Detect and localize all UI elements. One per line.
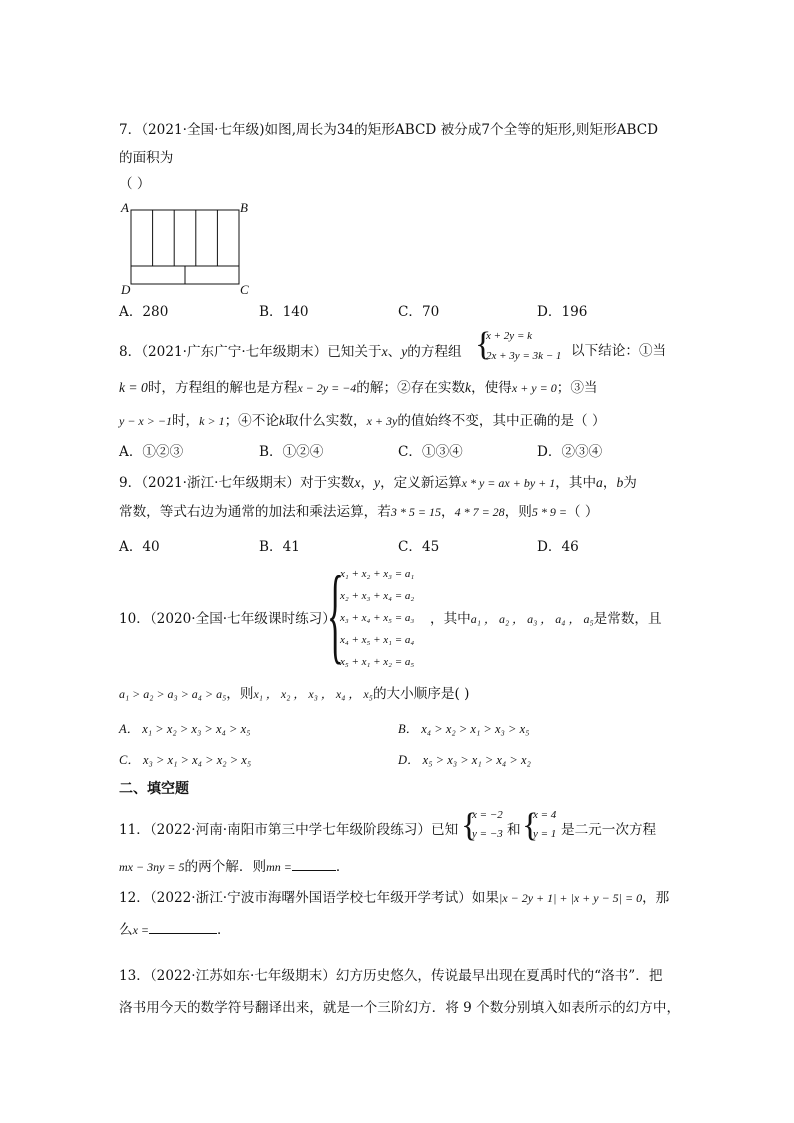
q10-eq4: x₄ + x₅ + x₁ = a₄ xyxy=(340,634,415,646)
q8-l3h: 的值始终不变，其中正确的是（ ） xyxy=(397,413,606,429)
q11-and: 和 xyxy=(507,822,521,838)
q8-l2g: x + y = 0 xyxy=(511,381,557,395)
q8-l2b: 时，方程组的解也是方程 xyxy=(147,380,298,396)
q12-l2b: x = xyxy=(132,923,150,937)
section-heading-fill-in: 二、填空题 xyxy=(119,781,189,797)
label-c: C xyxy=(240,282,249,297)
q8-var-x: x xyxy=(381,344,388,359)
q11-sys2-eq1: x = 4 xyxy=(533,809,557,821)
q10-line2 xyxy=(119,686,469,703)
q10-suffix-a: ，其中 xyxy=(430,611,471,627)
q10-eq5: x₅ + x₁ + x₂ = a₅ xyxy=(340,656,415,668)
q8-line1 xyxy=(119,343,462,361)
q9-l1c: ， xyxy=(360,475,375,491)
q10-prefix: 10．（2020·全国·七年级课时练习） xyxy=(119,611,336,627)
q10-system-brace: { xyxy=(327,555,344,674)
q9-l2e: ，则 xyxy=(504,504,532,520)
q9-l2c: ， xyxy=(440,504,455,520)
q8-line3 xyxy=(119,412,606,430)
q10-l2c: x₁ ， x₂ ， x₃ ， x₄ ， x₅ xyxy=(253,687,373,701)
q8-l3e: k xyxy=(278,413,285,428)
q8-l3g: x + 3y xyxy=(366,414,398,428)
q10-suffix-b: a₁ ， a₂ ， a₃ ， a₄ ， a₅ xyxy=(470,612,594,626)
q11-l2d: ． xyxy=(335,859,350,875)
q12-l1c: ，那 xyxy=(642,890,670,906)
q9-l1j: b xyxy=(616,475,624,490)
q12-answer-blank[interactable] xyxy=(149,921,217,934)
q9-l2b: 3 * 5 = 15 xyxy=(390,505,441,519)
q8-option-d: D．②③④ xyxy=(537,444,603,460)
q9-l2d: 4 * 7 = 28 xyxy=(454,505,505,519)
q8-eq2: 2x + 3y = 3k − 1 xyxy=(486,350,562,362)
q8-l2e: k xyxy=(465,380,472,395)
q9-l1a: 9．（2021·浙江·七年级期末）对于实数 xyxy=(119,475,355,491)
q8-l2a: k = 0 xyxy=(119,380,148,395)
q7-option-c: C．70 xyxy=(398,304,440,320)
q8-option-c: C．①③④ xyxy=(398,444,463,460)
q9-l2f: 5 * 9 = xyxy=(531,505,567,519)
q13-line1: 13．（2022·江苏如东·七年级期末）幻方历史悠久，传说最早出现在夏禹时代的“洛书”．把 xyxy=(119,968,663,984)
q10-suffix xyxy=(430,611,662,628)
q10-option-b: B． x₄ > x₂ > x₁ > x₃ > x₅ xyxy=(398,722,530,736)
q7-option-a: A．280 xyxy=(119,304,169,320)
q9-l2g: （ ） xyxy=(566,504,599,520)
q8-l3b: 时， xyxy=(171,413,200,429)
q11-answer-blank[interactable] xyxy=(292,858,336,871)
q7-option-d: D．196 xyxy=(537,304,588,320)
q8-line2 xyxy=(119,379,598,397)
q10-l2a: a₁ > a₂ > a₃ > a₄ > a₅ xyxy=(119,687,227,701)
q9-line2 xyxy=(119,504,599,521)
q8-option-b: B．①②④ xyxy=(259,444,324,460)
q10-option-c: C． x₃ > x₁ > x₄ > x₂ > x₅ xyxy=(119,753,252,767)
q11-sys1-brace: { xyxy=(461,807,478,844)
q12-l2c: ． xyxy=(217,922,231,938)
q8-l3c: k > 1 xyxy=(199,414,225,428)
q11-line2 xyxy=(119,858,349,876)
q8-suffix: 以下结论：①当 xyxy=(571,343,667,359)
q9-option-a: A．40 xyxy=(119,539,160,555)
q9-option-b: B．41 xyxy=(259,539,300,555)
q10-option-d: D． x₅ > x₃ > x₁ > x₄ > x₂ xyxy=(398,753,531,767)
q8-option-a: A．①②③ xyxy=(119,444,184,460)
q10-l2b: ，则 xyxy=(226,686,254,702)
q11-l2a: mx − 3ny = 5 xyxy=(119,860,185,874)
q8-l2d: 的解；②存在实数 xyxy=(356,380,466,396)
q10-eq3: x₃ + x₄ + x₅ = a₃ xyxy=(340,612,415,624)
q10-eq1: x₁ + x₂ + x₃ = a₁ xyxy=(340,568,415,580)
q8-sep: 、 xyxy=(387,344,402,360)
q11-l1b: 是二元一次方程 xyxy=(561,822,657,838)
q11-sys1-eq1: x = −2 xyxy=(472,809,503,821)
q8-prefix: 8．（2021·广东广宁·七年级期末）已知关于 xyxy=(119,344,382,360)
q11-sys2-eq2: y = 1 xyxy=(533,828,557,840)
q7-line2: 的面积为 xyxy=(119,150,174,166)
q7-option-b: B．140 xyxy=(259,304,309,320)
q11-sys1-eq2: y = −3 xyxy=(472,828,503,840)
q11-l2c: mn = xyxy=(266,860,292,874)
q8-var-y: y xyxy=(401,344,408,359)
q8-l2f: ，使得 xyxy=(471,380,512,396)
q9-l1b: x xyxy=(354,475,361,490)
q9-l2a: 常数，等式右边为通常的加法和乘法运算，若 xyxy=(119,504,391,520)
q8-l2h: ；③当 xyxy=(556,380,598,396)
q8-mid: 的方程组 xyxy=(407,344,462,360)
label-d: D xyxy=(121,282,131,297)
q12-l2a: 么 xyxy=(119,922,133,938)
q10-option-a: A． x₁ > x₂ > x₃ > x₄ > x₅ xyxy=(119,722,251,736)
q12-line1 xyxy=(119,890,669,907)
q9-l1i: ， xyxy=(602,475,617,491)
q8-l2c: x − 2y = −4 xyxy=(297,381,357,395)
q8-l3a: y − x > −1 xyxy=(119,414,172,428)
q12-l1b: |x − 2y + 1| + |x + y − 5| = 0 xyxy=(498,891,643,905)
q9-l1e: ，定义新运算 xyxy=(380,475,462,491)
q12-line2 xyxy=(119,921,231,939)
q9-option-d: D．46 xyxy=(537,539,579,555)
q10-l2d: 的大小顺序是( ) xyxy=(372,686,470,702)
label-b: B xyxy=(240,200,248,215)
q7-line1: 7．（2021·全国·七年级)如图,周长为34的矩形ABCD 被分成7个全等的矩形,则矩形ABCD xyxy=(119,122,659,138)
q9-l1k: 为 xyxy=(623,475,637,491)
q10-suffix-c: 是常数，且 xyxy=(593,611,662,627)
q8-system-brace: { xyxy=(475,326,492,363)
q12-l1a: 12．（2022·浙江·宁波市海曙外国语学校七年级开学考试）如果 xyxy=(119,890,499,906)
q7-answer-paren: （ ） xyxy=(119,176,151,192)
q8-l3f: 取什么实数， xyxy=(285,413,367,429)
q9-l1d: y xyxy=(374,475,381,490)
q8-l3d: ；④不论 xyxy=(224,413,279,429)
q11-sys2-brace: { xyxy=(522,807,539,844)
q11-l2b: 的两个解．则 xyxy=(184,859,267,875)
q8-eq1: x + 2y = k xyxy=(486,330,532,342)
q9-line1 xyxy=(119,474,637,492)
q11-l1a: 11．（2022·河南·南阳市第三中学七年级阶段练习）已知 xyxy=(119,822,459,838)
q13-line2: 洛书用今天的数学符号翻译出来，就是一个三阶幻方．将 9 个数分别填入如表所示的幻方中， xyxy=(119,1000,681,1016)
q9-l1h: a xyxy=(596,475,603,490)
q9-option-c: C．45 xyxy=(398,539,440,555)
q9-l1g: ，其中 xyxy=(555,475,597,491)
q9-l1f: x * y = ax + by + 1 xyxy=(461,476,556,490)
q10-eq2: x₂ + x₃ + x₄ = a₂ xyxy=(340,590,415,602)
label-a: A xyxy=(121,200,129,215)
